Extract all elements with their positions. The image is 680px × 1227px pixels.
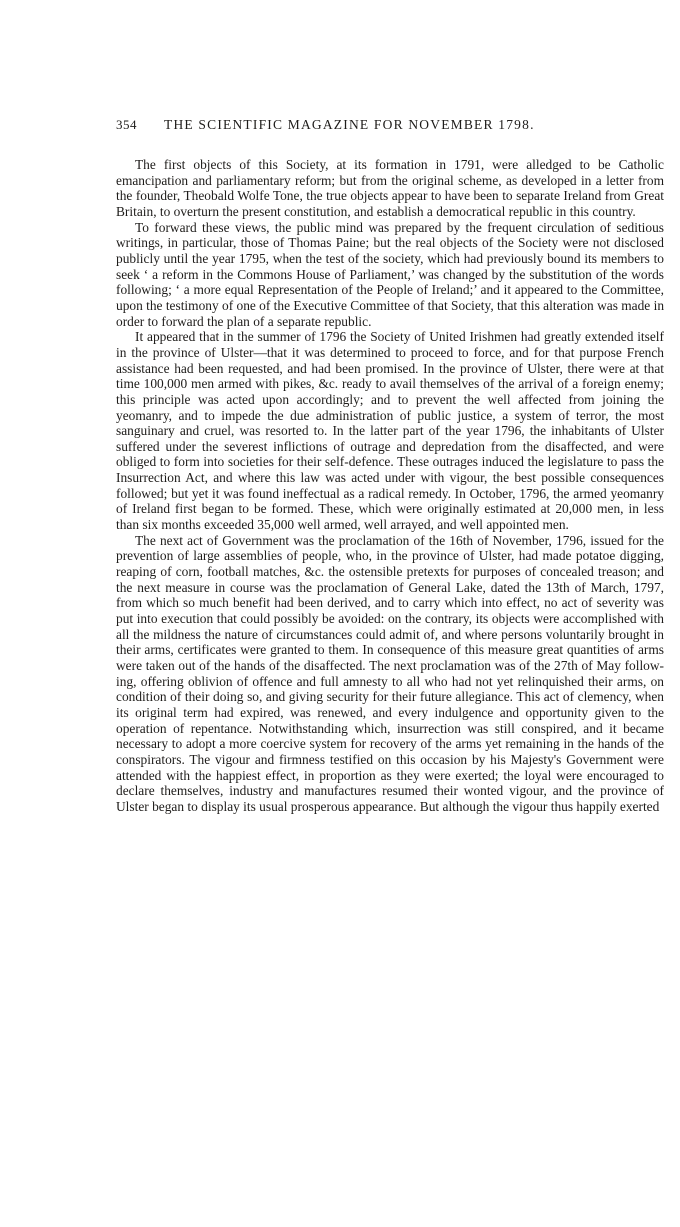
- running-title: THE SCIENTIFIC MAGAZINE FOR NOVEMBER 1798.: [164, 117, 535, 132]
- article-body: [116, 157, 664, 815]
- page-number: 354: [116, 117, 137, 132]
- paragraph: The next act of Government was the proclamation of the 16th of November, 1796, issued for the prevention of large assemblies of people, who, in the province of Ulster, had made potatoe digging, reaping of corn, football matches, &c. the ostensible pretexts for purposes of concealed treason; and the next measure in course was the proclamation of General Lake, dated the 13th of March, 1797, from which so much benefit had been derived, and to carry which into effect, no act of severity was put into execution that could possibly be avoided: on the contrary, its objects were accomplished with all the mildness the nature of circumstances could admit of, and where persons voluntarily brought in their arms, certificates were granted to them. In consequence of this measure great quantities of arms were taken out of the hands of the disaffected. The next proclamation was of the 27th of May following, offering oblivion of offence and full amnesty to all who had not yet relinquished their arms, on condition of their doing so, and giving security for their future allegiance. This act of clemency, when its original term had expired, was renewed, and every indulgence and opportunity given to the operation of repentance. Notwithstanding which, insurrection was still conspired, and it became necessary to adopt a more coercive system for recovery of the arms yet remaining in the hands of the conspirators. The vigour and firmness testified on this occasion by his Majesty's Government were attended with the happiest effect, in proportion as they were exerted; the loyal were encouraged to declare themselves, industry and manufactures resumed their wonted vigour, and the province of Ulster began to display its usual prosperous appearance. But although the vigour thus happily exerted: [116, 532, 664, 814]
- page-header: [104, 117, 664, 137]
- paragraph: To forward these views, the public mind was prepared by the frequent circulation of seditious writings, in particular, those of Thomas Paine; but the real objects of the Society were not disclosed publicly until the year 1795, when the test of the society, which had previously bound its members to seek ‘ a reform in the Commons House of Parliament,’ was changed by the substitution of the words following; ‘ a more equal Representation of the People of Ireland;’ and it appeared to the Committee, upon the testimony of one of the Executive Committee of that Society, that this alteration was made in order to forward the plan of a separate republic.: [116, 219, 665, 329]
- paragraph: The first objects of this Society, at its formation in 1791, were alledged to be Catholic emancipation and parliamentary reform; but from the original scheme, as developed in a letter from the founder, Theobald Wolfe Tone, the true objects appear to have been to separate Ireland from Great Britain, to overturn the present constitution, and establish a democratical republic in this country.: [116, 157, 664, 219]
- paragraph: It appeared that in the summer of 1796 the Society of United Irishmen had greatly extended itself in the province of Ulster—that it was determined to proceed to force, and for that purpose French assistance had been requested, and had been promised. In the province of Ulster, there were at that time 100,000 men armed with pikes, &c. ready to avail themselves of the arrival of a foreign enemy; this principle was acted upon accordingly; and to prevent the well affected from joining the yeomanry, and to impede the due administration of public justice, a system of terror, the most sanguinary and cruel, was resorted to. In the latter part of the year 1796, the inhabitants of Ulster suffered under the severest inflictions of outrage and depredation from the disaffected, and were obliged to form into societies for their self-defence. These outrages induced the legislature to pass the Insurrection Act, and where this law was acted under with vigour, the best possible consequences followed; but yet it was found ineffectual as a radical remedy. In October, 1796, the armed yeomanry of Ireland first began to be formed. These, which were originally estimated at 20,000 men, in less than six months exceeded 35,000 well armed, well arrayed, and well appointed men.: [116, 329, 664, 533]
